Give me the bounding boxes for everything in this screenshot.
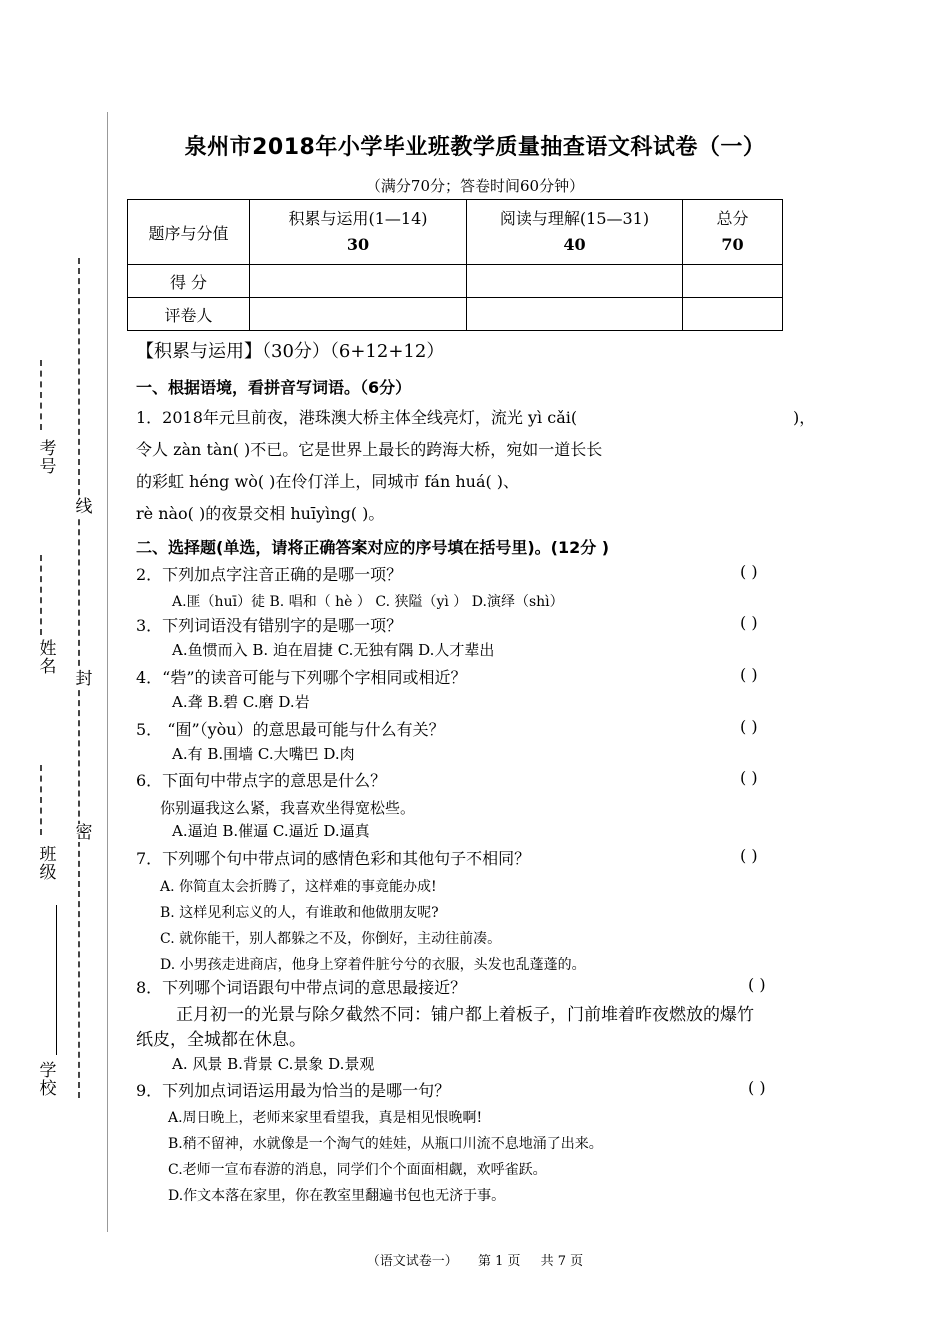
q6-answer-box[interactable]: ( ) <box>740 768 758 787</box>
q1-line-3: 的彩虹 héng wò( )在伶仃洋上，同城市 fán huá( )、 <box>136 472 520 491</box>
score-header-part2: 阅读与理解(15—31) 40 <box>467 200 683 265</box>
score-row-grader: 评卷人 <box>128 298 250 331</box>
q9-option-d: D.作文本落在家里，你在教室里翻遍书包也无济于事。 <box>168 1188 506 1204</box>
score-header-part1: 积累与运用(1—14) 30 <box>250 200 467 265</box>
q8-stem: 8．下列哪个词语跟句中带点词的意思最接近？ <box>136 978 467 997</box>
score-table <box>127 199 783 331</box>
q4-answer-box[interactable]: ( ) <box>740 665 758 684</box>
grader-cell[interactable] <box>683 298 783 331</box>
q7-option-d: D. 小男孩走进商店，他身上穿着件脏兮兮的衣服，头发也乱蓬蓬的。 <box>160 957 586 973</box>
gutter-xian: 线 <box>75 497 93 517</box>
q9-answer-box[interactable]: ( ) <box>748 1078 766 1097</box>
q1-line-1: 1．2018年元旦前夜，港珠澳大桥主体全线亮灯，流光 yì cǎi( <box>136 408 578 427</box>
q5-stem: 5． “囿”（yòu）的意思最可能与什么有关？ <box>136 720 445 739</box>
q8-passage-1: 正月初一的光景与除夕截然不同：铺户都上着板子，门前堆着昨夜燃放的爆竹 <box>176 1005 754 1025</box>
score-cell[interactable] <box>467 265 683 298</box>
q6-options: A.逼迫 B.催逼 C.逼近 D.逼真 <box>172 822 370 840</box>
q7-option-b: B. 这样见利忘义的人，有谁敢和他做朋友呢? <box>160 905 439 921</box>
q6-stem: 6．下面句中带点字的意思是什么？ <box>136 771 387 790</box>
footer-total: 共 7 页 <box>540 1254 584 1269</box>
q2-options: A.匪（huī）徒 B. 唱和（ hè ） C. 狭隘（yì ） D.演绎（shì） <box>172 594 564 610</box>
q9-stem: 9．下列加点词语运用最为恰当的是哪一句？ <box>136 1081 451 1100</box>
q1-line-1-end: )， <box>793 408 816 427</box>
q1-line-4: rè nào( )的夜景交相 huīyìng( )。 <box>136 504 385 523</box>
q9-option-c: C.老师一宣布春游的消息，同学们个个面面相觑，欢呼雀跃。 <box>168 1162 547 1178</box>
section-2-heading: 二、选择题(单选，请将正确答案对应的序号填在括号里)。(12分 ) <box>136 538 610 557</box>
q5-options: A.有 B.围墙 C.大嘴巴 D.肉 <box>172 745 355 763</box>
gutter-xingming: 姓名 <box>39 639 57 677</box>
q1-line-2: 令人 zàn tàn( )不已。它是世界上最长的跨海大桥，宛如一道长长 <box>136 440 603 459</box>
q9-option-b: B.稍不留神，水就像是一个淘气的娃娃，从瓶口川流不息地涌了出来。 <box>168 1136 603 1152</box>
q7-answer-box[interactable]: ( ) <box>740 846 758 865</box>
footer-exam: （语文试卷一） <box>366 1254 458 1269</box>
footer-page: 第 1 页 <box>477 1254 521 1269</box>
q7-option-c: C. 就你能干，别人都躲之不及，你倒好，主动往前凑。 <box>160 931 502 947</box>
gutter-feng: 封 <box>75 669 93 689</box>
score-cell[interactable] <box>683 265 783 298</box>
score-cell[interactable] <box>250 265 467 298</box>
q7-stem: 7．下列哪个句中带点词的感情色彩和其他句子不相同？ <box>136 849 531 868</box>
gutter-mi: 密 <box>75 823 93 843</box>
q3-answer-box[interactable]: ( ) <box>740 613 758 632</box>
q4-options: A.聋 B.碧 C.磨 D.岩 <box>172 693 310 711</box>
q8-passage-2: 纸皮，全城都在休息。 <box>136 1030 306 1050</box>
q2-answer-box[interactable]: ( ) <box>740 562 758 581</box>
page-title: 泉州市2018年小学毕业班教学质量抽查语文科试卷（一） <box>184 135 766 160</box>
score-header-total: 总分 70 <box>683 200 783 265</box>
grader-cell[interactable] <box>250 298 467 331</box>
page-footer <box>0 1250 950 1269</box>
q9-option-a: A.周日晚上，老师来家里看望我，真是相见恨晚啊! <box>168 1110 483 1126</box>
gutter-dash-name-1 <box>40 360 42 430</box>
gutter-kaohao: 考号 <box>39 439 57 477</box>
q2-stem: 2．下列加点字注音正确的是哪一项？ <box>136 565 403 584</box>
part-heading: 【积累与运用】（30分）（6+12+12） <box>136 341 445 362</box>
score-header-label: 题序与分值 <box>128 200 250 265</box>
q5-answer-box[interactable]: ( ) <box>740 717 758 736</box>
gutter-dash-name-2 <box>40 555 42 635</box>
q4-stem: 4．“砦”的读音可能与下列哪个字相同或相近？ <box>136 668 467 687</box>
score-row-defen: 得 分 <box>128 265 250 298</box>
grader-cell[interactable] <box>467 298 683 331</box>
gutter-dash-name-3 <box>40 765 42 835</box>
page-subtitle: （满分70分；答卷时间60分钟） <box>365 177 585 195</box>
gutter-banji: 班级 <box>39 845 57 883</box>
gutter-border <box>107 112 108 1232</box>
q8-answer-box[interactable]: ( ) <box>748 975 766 994</box>
gutter-solid-school <box>56 905 57 1055</box>
q3-options: A.鱼惯而入 B. 迫在眉捷 C.无独有隅 D.人才辈出 <box>172 641 495 659</box>
q8-options: A. 风景 B.背景 C.景象 D.景观 <box>172 1055 375 1073</box>
q7-option-a: A. 你简直太会折腾了，这样难的事竟能办成! <box>160 879 437 895</box>
q6-sentence: 你别逼我这么紧，我喜欢坐得宽松些。 <box>160 799 416 817</box>
section-1-heading: 一、根据语境，看拼音写词语。（6分） <box>136 378 412 397</box>
q3-stem: 3．下列词语没有错别字的是哪一项？ <box>136 616 403 635</box>
gutter-xuexiao: 学校 <box>39 1061 57 1099</box>
